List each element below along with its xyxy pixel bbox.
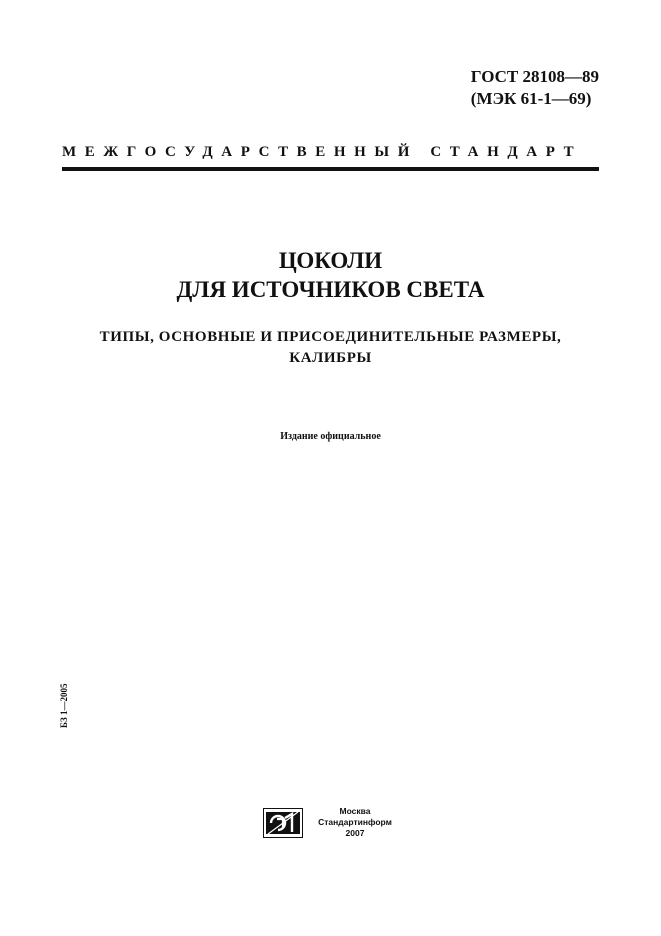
edition-note: Издание официальное	[280, 431, 381, 442]
publisher-year: 2007	[345, 828, 365, 838]
standartinform-logo-icon	[263, 808, 303, 838]
publisher-name: Стандартинформ	[318, 817, 392, 827]
title-line-2: ДЛЯ ИСТОЧНИКОВ СВЕТА	[176, 277, 485, 302]
heading-rule	[62, 167, 599, 171]
gost-number: ГОСТ 28108—89	[470, 67, 599, 86]
document-title	[0, 246, 661, 304]
publisher-city: Москва	[339, 806, 371, 816]
subtitle-line-1: ТИПЫ, ОСНОВНЫЕ И ПРИСОЕДИНИТЕЛЬНЫЕ РАЗМЕРЫ,	[99, 329, 562, 345]
publisher-block	[310, 806, 400, 839]
document-subtitle	[0, 327, 661, 369]
standard-type-heading: МЕЖГОСУДАРСТВЕННЫЙ СТАНДАРТ	[62, 144, 583, 160]
subtitle-line-2: КАЛИБРЫ	[289, 350, 372, 366]
side-note: БЗ 1—2005	[59, 683, 69, 728]
title-line-1: ЦОКОЛИ	[278, 248, 383, 273]
iec-number: (МЭК 61-1—69)	[470, 89, 592, 108]
gost-designation	[471, 66, 599, 110]
